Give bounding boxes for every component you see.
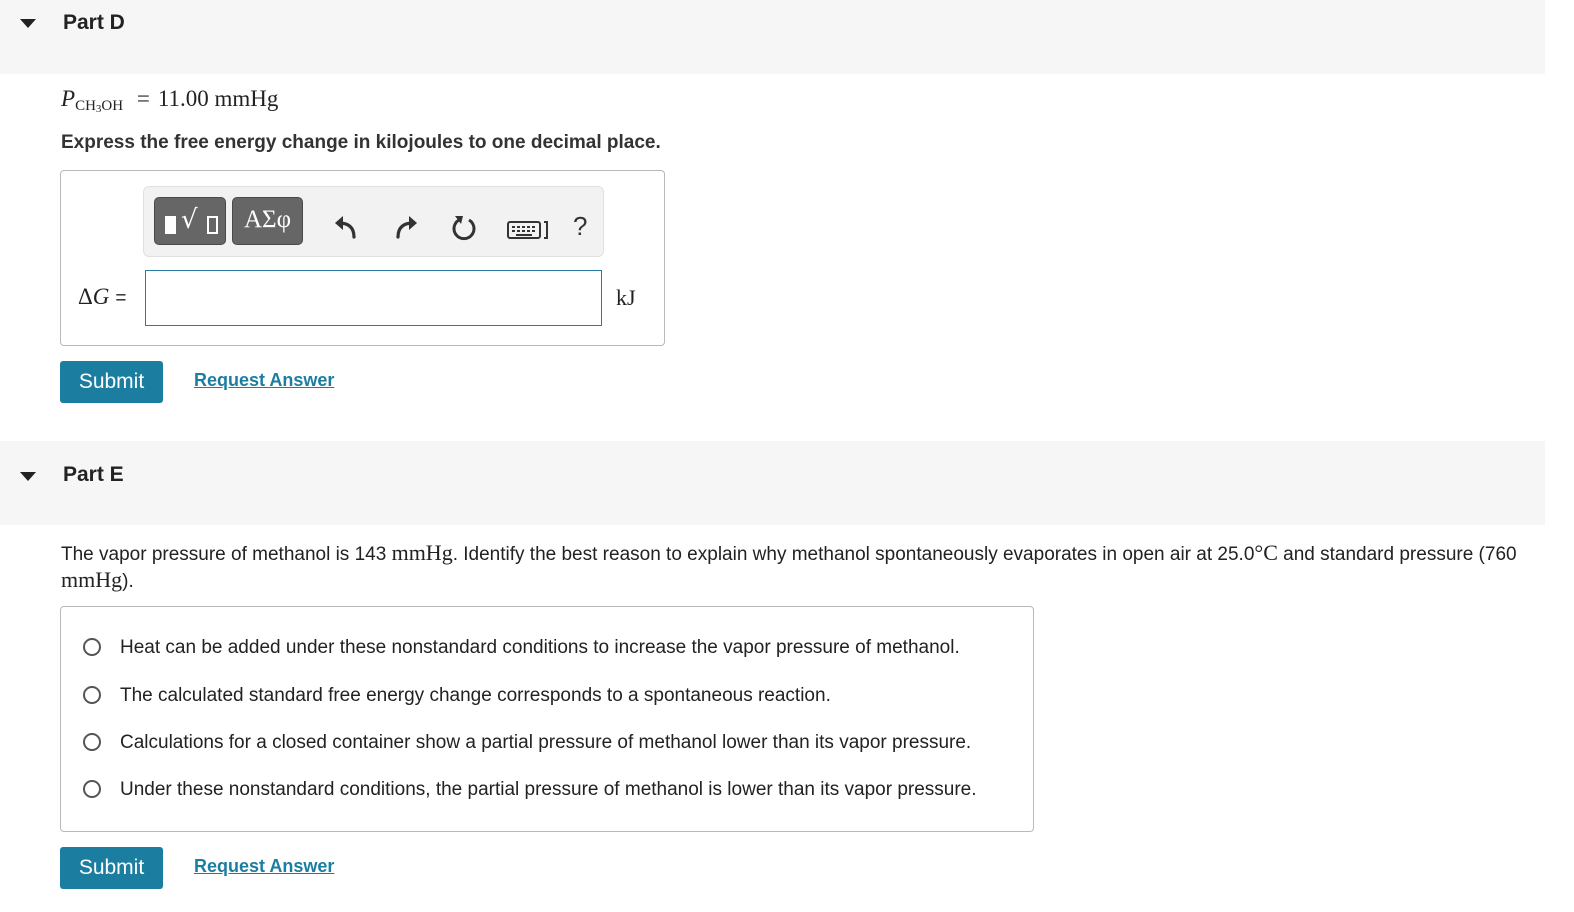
radio-icon[interactable] — [83, 733, 101, 751]
question-part-1: The vapor pressure of methanol is 143 — [61, 544, 392, 565]
given-value: 11.00 mmHg — [157, 86, 279, 111]
part-d-header[interactable] — [0, 0, 1545, 74]
question-text — [61, 540, 1531, 594]
submit-button-part-e[interactable]: Submit — [60, 847, 163, 889]
caret-down-icon[interactable] — [20, 472, 36, 481]
question-part-4: ). — [122, 571, 134, 592]
templates-icon — [165, 216, 176, 234]
choice-label: Calculations for a closed container show a partial pressure of methanol lower than its vapor pressure. — [120, 732, 972, 753]
request-answer-link-part-e[interactable]: Request Answer — [194, 856, 335, 876]
submit-button-part-d[interactable]: Submit — [60, 361, 163, 403]
redo-icon[interactable] — [392, 212, 420, 247]
given-pressure — [61, 86, 278, 115]
sqrt-icon: √ — [181, 205, 198, 235]
subscript-ch: CH — [75, 98, 96, 114]
radio-icon[interactable] — [83, 780, 101, 798]
choice-label: Heat can be added under these nonstandard conditions to increase the vapor pressure of methanol. — [120, 637, 960, 658]
choice-label: The calculated standard free energy change corresponds to a spontaneous reaction. — [120, 685, 831, 706]
given-equals: = — [136, 86, 150, 111]
templates-button[interactable] — [154, 197, 226, 245]
equals-sign: = — [115, 288, 127, 309]
part-e-header[interactable] — [0, 441, 1545, 525]
caret-down-icon[interactable] — [20, 19, 36, 28]
unit-celsius: °C — [1254, 540, 1278, 565]
keyboard-icon[interactable] — [507, 219, 551, 246]
g-variable: G — [92, 284, 110, 309]
subscript-oh: OH — [101, 98, 124, 114]
part-e-title: Part E — [63, 463, 124, 486]
question-part-2: . Identify the best reason to explain why methanol spontaneously evaporates in open air at 25.0 — [452, 544, 1255, 565]
question-part-3: and standard pressure (760 — [1277, 544, 1517, 565]
radio-icon[interactable] — [83, 638, 101, 656]
choice-label: Under these nonstandard conditions, the partial pressure of methanol is lower than its vapor pressure. — [120, 779, 977, 800]
part-d-title: Part D — [63, 11, 125, 34]
delta-symbol: Δ — [78, 284, 93, 309]
reset-icon[interactable] — [450, 212, 478, 249]
symbols-button[interactable]: ΑΣφ — [232, 197, 303, 245]
pressure-symbol: P — [61, 86, 76, 111]
unit-mmhg-1: mmHg — [391, 540, 453, 565]
delta-g-label — [78, 284, 127, 310]
unit-label: kJ — [616, 285, 636, 310]
request-answer-link-part-d[interactable]: Request Answer — [194, 370, 335, 390]
box-icon — [207, 216, 218, 234]
instruction-text: Express the free energy change in kilojoules to one decimal place. — [61, 132, 661, 153]
answer-input[interactable] — [145, 270, 602, 326]
radio-icon[interactable] — [83, 686, 101, 704]
undo-icon[interactable] — [332, 212, 360, 247]
help-icon[interactable]: ? — [573, 211, 588, 241]
subscript-3: 3 — [95, 103, 102, 115]
unit-mmhg-2: mmHg — [61, 567, 123, 592]
pressure-subscript — [75, 98, 123, 114]
